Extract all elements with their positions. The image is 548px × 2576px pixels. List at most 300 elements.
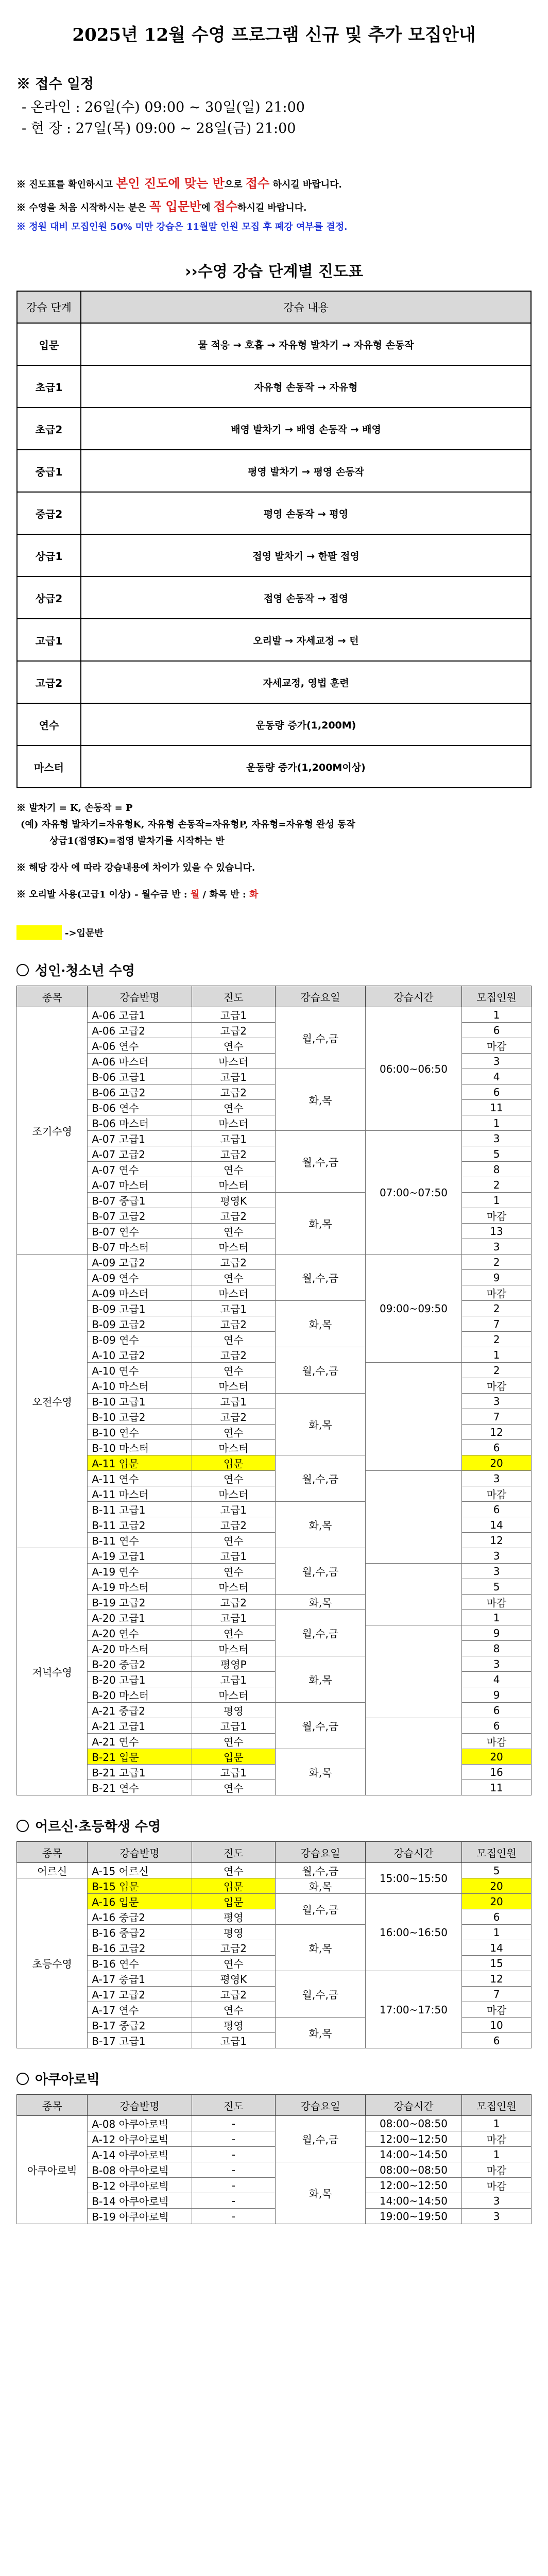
cell-count: 마감 — [462, 1734, 532, 1749]
cell-cls: A-21 중급2 — [88, 1703, 192, 1718]
progress-row — [17, 492, 531, 534]
cell-type: 초등수영 — [17, 1878, 88, 2048]
cell-days: 월,수,금 — [275, 1255, 365, 1301]
cell-cls: B-09 연수 — [88, 1332, 192, 1347]
progress-table — [16, 291, 532, 788]
cell-count: 1 — [462, 1925, 532, 1940]
cell-level: 연수 — [192, 1363, 275, 1378]
table-row — [17, 1131, 532, 1146]
cell-level: 고급1 — [192, 1301, 275, 1316]
cell-cls: A-15 어르신 — [88, 1863, 192, 1878]
table-row — [17, 2209, 532, 2224]
progress-level: 상급2 — [17, 577, 81, 619]
cell-count: 9 — [462, 1270, 532, 1285]
cell-time: 08:00~08:50 — [365, 2116, 461, 2131]
note-emphasis: 접수 — [245, 176, 270, 191]
cell-level: 고급1 — [192, 1131, 275, 1146]
cell-count: 20 — [462, 1455, 532, 1471]
progress-row — [17, 703, 531, 745]
table-row — [17, 2162, 532, 2178]
schedule-block — [16, 73, 532, 137]
cell-type: 오전수영 — [17, 1255, 88, 1548]
cell-cls: A-14 아쿠아로빅 — [88, 2147, 192, 2162]
table-row — [17, 1363, 532, 1378]
cell-days: 화,목 — [275, 1069, 365, 1131]
cell-count: 3 — [462, 2209, 532, 2224]
cell-cls: A-21 고급1 — [88, 1718, 192, 1734]
progress-content: 운동량 증가(1,200M이상) — [81, 745, 531, 788]
notes-block — [16, 173, 532, 233]
cell-count: 2 — [462, 1332, 532, 1347]
table-row — [17, 1007, 532, 1023]
note-text: 하시길 바랍니다. — [237, 202, 307, 213]
cell-cls: A-16 중급2 — [88, 1909, 192, 1925]
cell-level: 고급2 — [192, 1347, 275, 1363]
cell-days: 월,수,금 — [275, 1703, 365, 1749]
header-time: 강습시간 — [365, 986, 461, 1007]
cell-cls: B-16 연수 — [88, 1956, 192, 1971]
legend-text: / 화목 반 : — [199, 889, 249, 900]
cell-level: - — [192, 2147, 275, 2162]
cell-level: 마스터 — [192, 1054, 275, 1069]
cell-cls: B-11 고급1 — [88, 1502, 192, 1517]
cell-count: 마감 — [462, 1595, 532, 1610]
cell-count: 2 — [462, 1301, 532, 1316]
cell-days: 화,목 — [275, 1301, 365, 1347]
header-type: 종목 — [17, 986, 88, 1007]
cell-count: 마감 — [462, 1486, 532, 1502]
cell-count: 5 — [462, 1146, 532, 1162]
cell-count: 16 — [462, 1765, 532, 1780]
cell-count: 3 — [462, 1239, 532, 1255]
cell-count: 4 — [462, 1069, 532, 1084]
cell-count: 6 — [462, 1718, 532, 1734]
cell-level: 연수 — [192, 1625, 275, 1641]
cell-cls: B-08 아쿠아로빅 — [88, 2162, 192, 2178]
note-emphasis: 꼭 입문반 — [149, 199, 202, 214]
cell-cls: A-17 연수 — [88, 2002, 192, 2018]
cell-level: - — [192, 2193, 275, 2209]
schedule-table — [16, 2094, 532, 2224]
cell-cls: A-06 고급2 — [88, 1023, 192, 1038]
cell-count: 2 — [462, 1363, 532, 1378]
cell-days: 화,목 — [275, 1878, 365, 1894]
cell-days: 화,목 — [275, 1193, 365, 1255]
cell-count: 11 — [462, 1780, 532, 1795]
cell-cls: B-19 아쿠아로빅 — [88, 2209, 192, 2224]
cell-time: 19:00~19:50 — [365, 2209, 461, 2224]
cell-count: 3 — [462, 1131, 532, 1146]
cell-level: 고급1 — [192, 1394, 275, 1409]
cell-time — [365, 1718, 461, 1795]
progress-content: 접영 손동작 → 접영 — [81, 577, 531, 619]
cell-level: 연수 — [192, 1564, 275, 1579]
cell-level: 고급2 — [192, 1595, 275, 1610]
progress-content: 오리발 → 자세교정 → 턴 — [81, 619, 531, 661]
cell-time — [365, 1564, 461, 1625]
cell-cls: A-20 연수 — [88, 1625, 192, 1641]
cell-level: 마스터 — [192, 1440, 275, 1455]
cell-count: 9 — [462, 1687, 532, 1703]
yellow-swatch — [16, 925, 62, 940]
cell-level: 연수 — [192, 1224, 275, 1239]
cell-level: 연수 — [192, 1956, 275, 1971]
cell-count: 1 — [462, 1007, 532, 1023]
cell-count: 2 — [462, 1255, 532, 1270]
cell-days: 월,수,금 — [275, 1971, 365, 2018]
progress-content: 물 적응 → 호흡 → 자유형 발차기 → 자유형 손동작 — [81, 323, 531, 365]
cell-count: 4 — [462, 1672, 532, 1687]
cell-time: 15:00~15:50 — [365, 1863, 461, 1894]
cell-count: 마감 — [462, 1285, 532, 1301]
cell-cls: B-20 중급2 — [88, 1656, 192, 1672]
cell-time: 14:00~14:50 — [365, 2147, 461, 2162]
cell-level: 고급1 — [192, 1502, 275, 1517]
cell-count: 3 — [462, 1394, 532, 1409]
legend-fins — [16, 887, 532, 901]
cell-level: 고급2 — [192, 1146, 275, 1162]
progress-level: 연수 — [17, 703, 81, 745]
cell-cls: A-11 마스터 — [88, 1486, 192, 1502]
cell-count: 10 — [462, 2018, 532, 2033]
cell-cls: A-11 연수 — [88, 1471, 192, 1486]
cell-level: 고급1 — [192, 1610, 275, 1625]
schedule-online: - 온라인 : 26일(수) 09:00 ~ 30일(일) 21:00 — [22, 99, 305, 115]
cell-cls: B-14 아쿠아로빅 — [88, 2193, 192, 2209]
cell-count: 12 — [462, 1425, 532, 1440]
cell-days: 화,목 — [275, 1595, 365, 1610]
cell-cls: A-06 연수 — [88, 1038, 192, 1054]
cell-cls: B-21 연수 — [88, 1780, 192, 1795]
cell-level: 마스터 — [192, 1687, 275, 1703]
progress-level: 중급2 — [17, 492, 81, 534]
cell-cls: B-10 연수 — [88, 1425, 192, 1440]
cell-count: 6 — [462, 1502, 532, 1517]
cell-level: 연수 — [192, 2002, 275, 2018]
cell-count: 14 — [462, 1517, 532, 1533]
cell-count: 마감 — [462, 2162, 532, 2178]
cell-days: 월,수,금 — [275, 1007, 365, 1069]
table-row — [17, 2131, 532, 2147]
cell-type: 조기수영 — [17, 1007, 88, 1255]
cell-cls: B-10 마스터 — [88, 1440, 192, 1455]
cell-level: 연수 — [192, 1863, 275, 1878]
note-cancellation: ※ 정원 대비 모집인원 50% 미만 강습은 11월말 인원 모집 후 폐강 여부를 결정. — [16, 222, 348, 232]
cell-type: 저녁수영 — [17, 1548, 88, 1795]
cell-time: 07:00~07:50 — [365, 1131, 461, 1255]
cell-count: 3 — [462, 1656, 532, 1672]
cell-level: 평영 — [192, 1909, 275, 1925]
cell-count: 3 — [462, 2193, 532, 2209]
note-beginner — [16, 196, 532, 214]
cell-cls: A-19 고급1 — [88, 1548, 192, 1564]
progress-level: 초급1 — [17, 365, 81, 408]
progress-header-level: 강습 단계 — [17, 291, 81, 323]
cell-count: 6 — [462, 1084, 532, 1100]
cell-cls: B-12 아쿠아로빅 — [88, 2178, 192, 2193]
progress-level: 고급2 — [17, 661, 81, 703]
cell-level: 마스터 — [192, 1486, 275, 1502]
cell-days: 화,목 — [275, 2018, 365, 2048]
cell-cls: A-10 마스터 — [88, 1378, 192, 1394]
cell-cls: B-20 고급1 — [88, 1672, 192, 1687]
cell-count: 6 — [462, 1703, 532, 1718]
header-days: 강습요일 — [275, 2095, 365, 2116]
cell-level: - — [192, 2116, 275, 2131]
progress-content: 자유형 손동작 → 자유형 — [81, 365, 531, 408]
cell-cls: B-09 고급1 — [88, 1301, 192, 1316]
cell-cls: B-20 마스터 — [88, 1687, 192, 1703]
cell-level: 연수 — [192, 1162, 275, 1177]
cell-level: 마스터 — [192, 1579, 275, 1595]
progress-row — [17, 577, 531, 619]
cell-count: 6 — [462, 1909, 532, 1925]
cell-time: 09:00~09:50 — [365, 1255, 461, 1363]
cell-days: 월,수,금 — [275, 1131, 365, 1193]
cell-count: 8 — [462, 1641, 532, 1656]
cell-level: 연수 — [192, 1332, 275, 1347]
cell-time — [365, 1625, 461, 1718]
cell-days: 월,수,금 — [275, 2116, 365, 2162]
table-row — [17, 1863, 532, 1878]
cell-days: 월,수,금 — [275, 1455, 365, 1502]
cell-cls: B-21 고급1 — [88, 1765, 192, 1780]
cell-count: 5 — [462, 1579, 532, 1595]
cell-count: 1 — [462, 1193, 532, 1208]
cell-cls: A-20 마스터 — [88, 1641, 192, 1656]
cell-level: 고급2 — [192, 1409, 275, 1425]
cell-cls: A-07 고급2 — [88, 1146, 192, 1162]
progress-content: 운동량 증가(1,200M) — [81, 703, 531, 745]
table-row — [17, 1255, 532, 1270]
section-title — [16, 2069, 532, 2088]
progress-content: 자세교정, 영법 훈련 — [81, 661, 531, 703]
cell-cls: B-16 중급2 — [88, 1925, 192, 1940]
cell-days: 화,목 — [275, 1394, 365, 1455]
cell-time — [365, 1363, 461, 1471]
progress-row — [17, 745, 531, 788]
cell-level: 평영P — [192, 1656, 275, 1672]
cell-time: 08:00~08:50 — [365, 2162, 461, 2178]
table-row — [17, 2193, 532, 2209]
legend-kick: ※ 발차기 = K, 손동작 = P — [16, 803, 133, 814]
cell-count: 3 — [462, 1471, 532, 1486]
table-row — [17, 1894, 532, 1909]
cell-count: 9 — [462, 1625, 532, 1641]
cell-cls: B-15 입문 — [88, 1878, 192, 1894]
cell-level: 마스터 — [192, 1378, 275, 1394]
legend-example: (예) 자유형 발차기=자유형K, 자유형 손동작=자유형P, 자유형=자유형 완성 동작 — [21, 819, 355, 830]
cell-time: 16:00~16:50 — [365, 1894, 461, 1971]
cell-level: 입문 — [192, 1878, 275, 1894]
cell-count: 12 — [462, 1533, 532, 1548]
cell-level: - — [192, 2209, 275, 2224]
cell-count: 3 — [462, 1548, 532, 1564]
cell-cls: A-16 입문 — [88, 1894, 192, 1909]
legend-example-2: 상급1(접영K)=접영 발차기를 시작하는 반 — [49, 836, 225, 846]
cell-count: 1 — [462, 1115, 532, 1131]
schedule-heading: ※ 접수 일정 — [16, 76, 94, 92]
cell-cls: B-10 고급1 — [88, 1394, 192, 1409]
cell-level: 평영K — [192, 1971, 275, 1987]
cell-cls: B-07 연수 — [88, 1224, 192, 1239]
cell-level: 마스터 — [192, 1239, 275, 1255]
cell-level: 고급1 — [192, 1548, 275, 1564]
cell-level: - — [192, 2131, 275, 2147]
table-row — [17, 1564, 532, 1579]
header-count: 모집인원 — [462, 986, 532, 1007]
cell-count: 6 — [462, 2033, 532, 2048]
legend-day: 화 — [249, 889, 259, 900]
cell-count: 11 — [462, 1100, 532, 1115]
progress-row — [17, 450, 531, 492]
section-title-text: 성인·청소년 수영 — [35, 963, 135, 979]
progress-level: 중급1 — [17, 450, 81, 492]
cell-cls: B-11 고급2 — [88, 1517, 192, 1533]
cell-count: 14 — [462, 1940, 532, 1956]
cell-count: 7 — [462, 1987, 532, 2002]
cell-level: 고급1 — [192, 1718, 275, 1734]
circle-bullet-icon — [16, 964, 29, 976]
section-title-text: 아쿠아로빅 — [35, 2072, 100, 2088]
circle-bullet-icon — [16, 2073, 29, 2085]
cell-level: 입문 — [192, 1749, 275, 1765]
circle-bullet-icon — [16, 1820, 29, 1832]
cell-cls: B-09 고급2 — [88, 1316, 192, 1332]
cell-cls: A-20 고급1 — [88, 1610, 192, 1625]
cell-level: 고급2 — [192, 1084, 275, 1100]
section-title — [16, 960, 532, 979]
note-text: 에 — [201, 202, 214, 213]
cell-cls: B-06 고급1 — [88, 1069, 192, 1084]
cell-count: 8 — [462, 1162, 532, 1177]
header-level: 진도 — [192, 986, 275, 1007]
cell-count: 15 — [462, 1956, 532, 1971]
table-row — [17, 1625, 532, 1641]
cell-count: 마감 — [462, 1378, 532, 1394]
cell-cls: A-17 중급1 — [88, 1971, 192, 1987]
cell-cls: A-19 연수 — [88, 1564, 192, 1579]
progress-level: 마스터 — [17, 745, 81, 788]
note-emphasis: 본인 진도에 맞는 반 — [116, 176, 225, 191]
legend-day: 월 — [190, 889, 200, 900]
cell-level: - — [192, 2178, 275, 2193]
note-text: ※ 진도표를 확인하시고 — [16, 179, 116, 190]
cell-level: 마스터 — [192, 1285, 275, 1301]
legend-instructor: ※ 해당 강사 에 따라 강습내용에 차이가 있을 수 있습니다. — [16, 862, 255, 873]
cell-cls: B-17 고급1 — [88, 2033, 192, 2048]
header-count: 모집인원 — [462, 1842, 532, 1863]
cell-level: 고급1 — [192, 1069, 275, 1084]
header-type: 종목 — [17, 1842, 88, 1863]
cell-cls: A-09 연수 — [88, 1270, 192, 1285]
cell-level: 평영K — [192, 1193, 275, 1208]
cell-time: 17:00~17:50 — [365, 1971, 461, 2048]
cell-level: 고급2 — [192, 1208, 275, 1224]
progress-header-content: 강습 내용 — [81, 291, 531, 323]
cell-count: 1 — [462, 2116, 532, 2131]
header-time: 강습시간 — [365, 1842, 461, 1863]
progress-row — [17, 619, 531, 661]
cell-level: 연수 — [192, 1038, 275, 1054]
cell-count: 1 — [462, 2147, 532, 2162]
cell-count: 12 — [462, 1971, 532, 1987]
legend-text: ※ 오리발 사용(고급1 이상) - 월수금 반 : — [16, 889, 191, 900]
cell-cls: A-07 고급1 — [88, 1131, 192, 1146]
page-title: 2025년 12월 수영 프로그램 신규 및 추가 모집안내 — [72, 25, 476, 45]
notice-page — [16, 0, 532, 2224]
legend-block — [16, 801, 532, 901]
header-cls: 강습반명 — [88, 2095, 192, 2116]
cell-cls: B-06 마스터 — [88, 1115, 192, 1131]
cell-level: 연수 — [192, 1270, 275, 1285]
header-days: 강습요일 — [275, 986, 365, 1007]
note-text: 하시길 바랍니다. — [269, 179, 342, 190]
cell-level: 고급1 — [192, 2033, 275, 2048]
header-cls: 강습반명 — [88, 986, 192, 1007]
cell-level: 고급1 — [192, 1007, 275, 1023]
header-level: 진도 — [192, 2095, 275, 2116]
cell-days: 월,수,금 — [275, 1548, 365, 1595]
cell-level: - — [192, 2162, 275, 2178]
cell-level: 평영 — [192, 1925, 275, 1940]
cell-level: 연수 — [192, 1734, 275, 1749]
header-cls: 강습반명 — [88, 1842, 192, 1863]
section-title — [16, 1816, 532, 1835]
cell-count: 20 — [462, 1894, 532, 1909]
cell-level: 입문 — [192, 1455, 275, 1471]
cell-cls: A-09 고급2 — [88, 1255, 192, 1270]
cell-count: 13 — [462, 1224, 532, 1239]
cell-days: 화,목 — [275, 1749, 365, 1795]
progress-row — [17, 323, 531, 365]
cell-level: 고급1 — [192, 1765, 275, 1780]
cell-level: 연수 — [192, 1425, 275, 1440]
cell-cls: B-10 고급2 — [88, 1409, 192, 1425]
cell-cls: A-11 입문 — [88, 1455, 192, 1471]
schedule-table — [16, 986, 532, 1795]
cell-level: 연수 — [192, 1100, 275, 1115]
note-emphasis: 접수 — [213, 199, 238, 214]
cell-days: 화,목 — [275, 1656, 365, 1703]
cell-cls: B-07 고급2 — [88, 1208, 192, 1224]
cell-level: 고급2 — [192, 1316, 275, 1332]
note-progress-check — [16, 173, 532, 191]
table-row — [17, 2116, 532, 2131]
cell-time: 12:00~12:50 — [365, 2131, 461, 2147]
cell-cls: A-21 연수 — [88, 1734, 192, 1749]
progress-level: 초급2 — [17, 408, 81, 450]
cell-count: 5 — [462, 1863, 532, 1878]
cell-count: 3 — [462, 1054, 532, 1069]
progress-row — [17, 408, 531, 450]
cell-days: 월,수,금 — [275, 1610, 365, 1656]
cell-level: 고급2 — [192, 1987, 275, 2002]
progress-content: 평영 발차기 → 평영 손동작 — [81, 450, 531, 492]
table-row — [17, 1471, 532, 1486]
note-text: 으로 — [224, 179, 246, 190]
cell-cls: A-06 마스터 — [88, 1054, 192, 1069]
cell-cls: A-10 연수 — [88, 1363, 192, 1378]
progress-content: 평영 손동작 → 평영 — [81, 492, 531, 534]
progress-content: 배영 발차기 → 배영 손동작 → 배영 — [81, 408, 531, 450]
cell-level: 고급2 — [192, 1023, 275, 1038]
cell-count: 6 — [462, 1023, 532, 1038]
progress-row — [17, 661, 531, 703]
cell-days: 화,목 — [275, 1925, 365, 1971]
cell-time: 12:00~12:50 — [365, 2178, 461, 2193]
table-row — [17, 1718, 532, 1734]
